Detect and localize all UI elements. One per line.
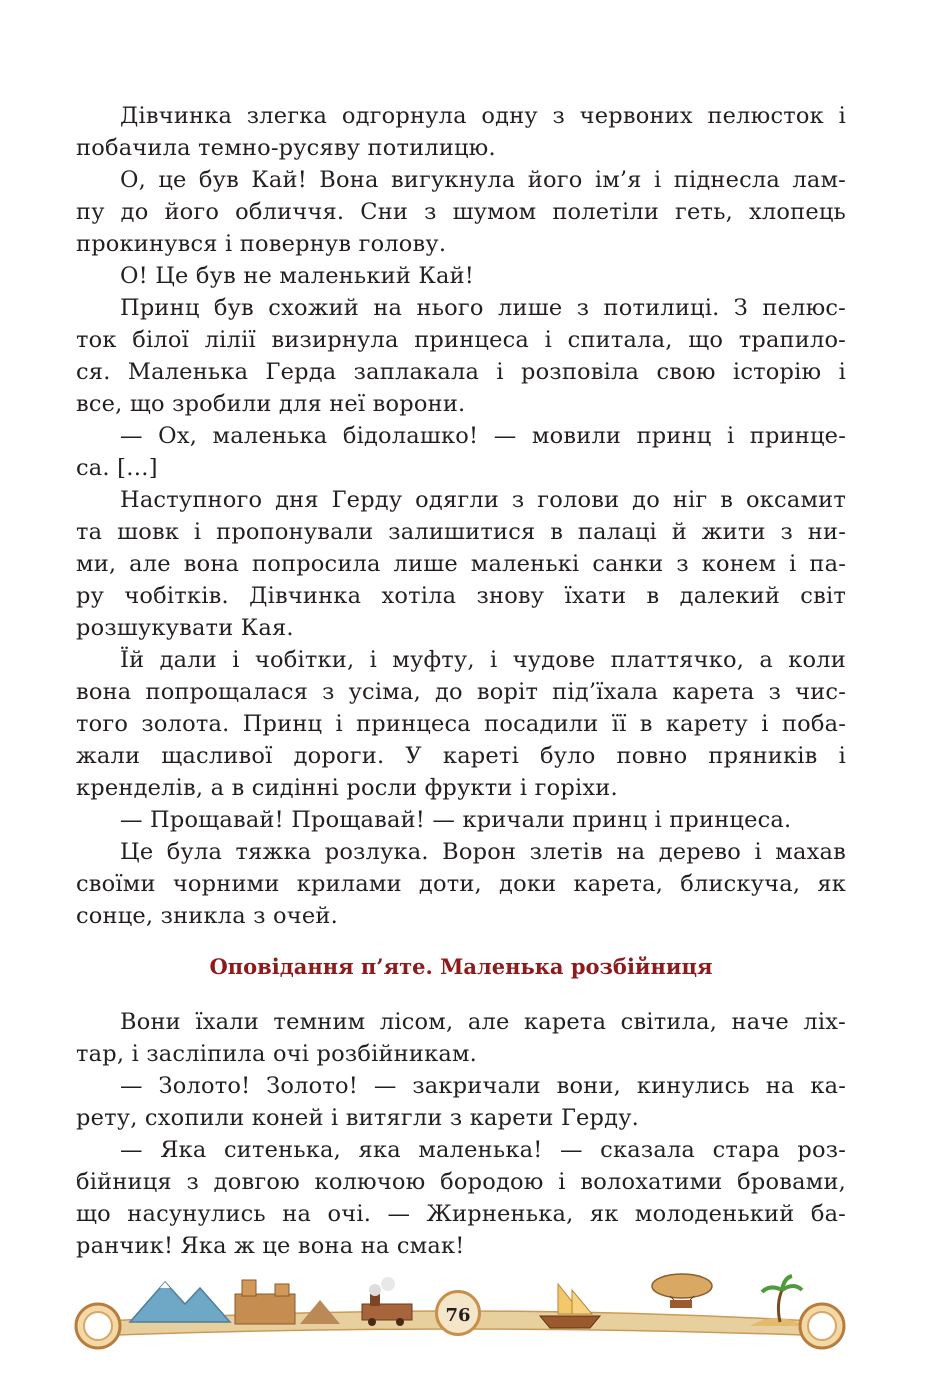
text-line: рету, схопили коней і витягли з карети Герду. [76, 1105, 640, 1131]
text-line: сонце, зникла з очей. [76, 903, 338, 929]
moon-icon [76, 1304, 120, 1348]
text-line: са. […] [76, 455, 158, 481]
airship-icon [652, 1274, 712, 1308]
text-line: прокинувся і повернув голову. [76, 231, 447, 257]
text-line: — Яка ситенька, яка маленька! — сказала стара роз- [120, 1137, 846, 1163]
text-line: бійниця з довгою колючою бородою і волохатими бровами, [76, 1169, 846, 1195]
text-line: ток білої лілії визирнула принцеса і спитала, що трапило- [76, 327, 846, 353]
text-line: ми, але вона попросила лише маленькі санки з конем і па- [76, 551, 846, 577]
text-line: Вони їхали темним лісом, але карета світила, наче ліх- [120, 1009, 846, 1035]
text-line: того золота. Принц і принцеса посадили її в карету і поба- [76, 711, 846, 737]
train-icon [362, 1277, 412, 1326]
chapter-heading: Оповідання п’яте. Маленька розбійниця [209, 954, 713, 979]
text-line: вона попрощалася з усіма, до воріт під’їхала карета з чис- [76, 679, 846, 705]
text-line: О, це був Кай! Вона вигукнула його ім’я і піднесла лам- [120, 167, 846, 193]
text-line: та шовк і пропонували залишитися в палаці й жити з ни- [76, 519, 846, 545]
text-line: — Прощавай! Прощавай! — кричали принц і принцеса. [120, 807, 792, 833]
text-line: — Золото! Золото! — закричали вони, кинулись на ка- [120, 1073, 846, 1099]
text-line: Їй дали і чобітки, і муфту, і чудове платтячко, а коли [120, 647, 846, 673]
text-line: пу до його обличчя. Сни з шумом полетіли геть, хлопець [76, 199, 846, 225]
text-line: ру чобітків. Дівчинка хотіла знову їхати в далекий світ [76, 583, 846, 609]
mountains-icon [130, 1282, 230, 1322]
ship-icon [540, 1284, 600, 1328]
story-text-block [76, 1006, 846, 1262]
text-line: ранчик! Яка ж це вона на смак! [76, 1233, 465, 1259]
text-line: своїми чорними крилами доти, доки карета, блискуча, як [76, 871, 846, 897]
text-line: кренделів, а в сидінні росли фрукти і горіхи. [76, 775, 618, 801]
text-line: все, що зробили для неї ворони. [76, 391, 466, 417]
text-line: Це була тяжка розлука. Ворон злетів на дерево і махав [120, 839, 846, 865]
page-number: 76 [435, 1290, 481, 1336]
text-line: ся. Маленька Герда заплакала і розповіла свою історію і [76, 359, 846, 385]
moon-icon [800, 1304, 844, 1348]
text-line: О! Це був не маленький Кай! [120, 263, 475, 289]
text-line: побачила темно-русяву потилицю. [76, 135, 496, 161]
text-line: Дівчинка злегка одгорнула одну з червоних пелюсток і [120, 103, 846, 129]
text-line: — Ох, маленька бідолашко! — мовили принц і принце- [120, 423, 846, 449]
text-line: тар, і засліпила очі розбійникам. [76, 1041, 477, 1067]
castle-icon [235, 1280, 340, 1324]
text-line: жали щасливої дороги. У кареті було повно пряників і [76, 743, 846, 769]
text-line: що насунулись на очі. — Жирненька, як молоденький ба- [76, 1201, 846, 1227]
text-line: Наступного дня Герду одягли з голови до ніг в оксамит [120, 487, 846, 513]
text-line: розшукувати Кая. [76, 615, 294, 641]
story-text-block [76, 100, 846, 932]
text-line: Принц був схожий на нього лише з потилиці. З пелюс- [120, 295, 846, 321]
